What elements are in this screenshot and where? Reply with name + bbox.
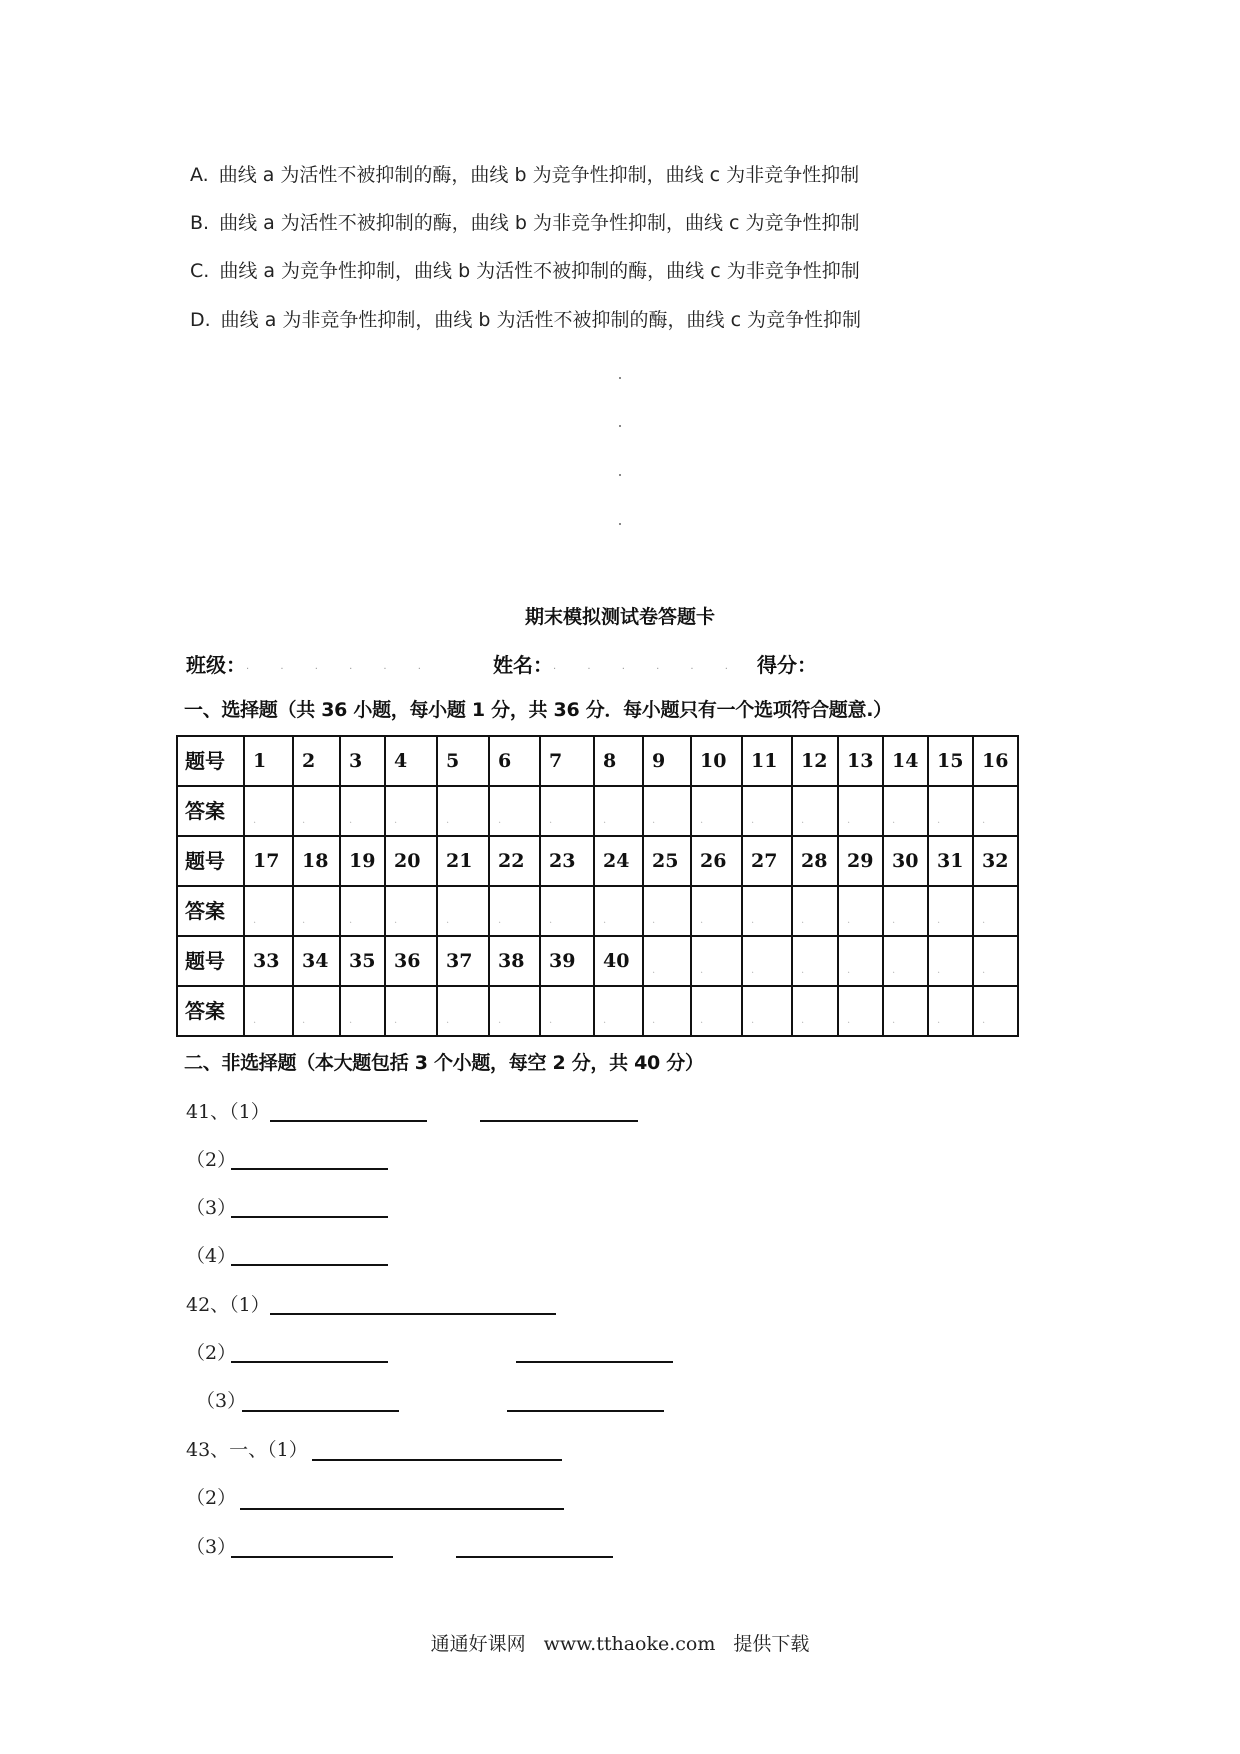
q41-part2-blank[interactable] (231, 1168, 388, 1170)
question-number-cell: 13 (838, 736, 883, 786)
footer-suffix: 提供下载 (733, 1633, 810, 1655)
answer-cell[interactable] (691, 986, 742, 1036)
answer-cell[interactable] (385, 986, 437, 1036)
answer-cell[interactable] (742, 886, 792, 936)
score-label: 得分： (757, 653, 817, 677)
q41-part1-blank-b[interactable] (480, 1120, 638, 1122)
answer-cell[interactable] (437, 986, 489, 1036)
option-letter: C. (190, 260, 210, 282)
answer-cell[interactable] (385, 786, 437, 836)
q41-part3-blank[interactable] (231, 1216, 388, 1218)
answer-cell[interactable] (385, 886, 437, 936)
question-number-cell: 7 (540, 736, 594, 786)
answer-cell[interactable] (437, 786, 489, 836)
answer-cell[interactable] (838, 886, 883, 936)
answer-cell[interactable] (340, 886, 385, 936)
answer-cell[interactable] (973, 886, 1018, 936)
answer-cell[interactable] (244, 786, 293, 836)
option-text: 曲线 a 为活性不被抑制的酶，曲线 b 为非竞争性抑制，曲线 c 为竞争性抑制 (219, 212, 860, 234)
score-field[interactable] (757, 652, 817, 678)
paragraph-mark (619, 523, 621, 525)
q43-part3-blank-b[interactable] (456, 1556, 613, 1558)
footer (0, 1632, 1240, 1656)
question-number-cell: 14 (883, 736, 928, 786)
answer-cell[interactable] (340, 786, 385, 836)
paragraph-mark (619, 377, 621, 379)
q41-part3-label: （3） (186, 1197, 237, 1219)
question-number-cell: 12 (792, 736, 838, 786)
question-number-row (177, 936, 1018, 986)
answer-cell[interactable] (244, 986, 293, 1036)
q43-part2-blank[interactable] (240, 1508, 564, 1510)
question-number-cell (883, 936, 928, 986)
question-number-cell: 19 (340, 836, 385, 886)
answer-cell[interactable] (340, 986, 385, 1036)
question-number-cell: 38 (489, 936, 540, 986)
q42-part3-blank-a[interactable] (242, 1410, 399, 1412)
answer-cell[interactable] (928, 886, 973, 936)
number-row-label: 题号 (177, 836, 244, 886)
paragraph-mark (619, 425, 621, 427)
question-number-cell (643, 936, 691, 986)
q41-part1-blank-a[interactable] (270, 1120, 427, 1122)
question-number-cell: 33 (244, 936, 293, 986)
answer-row-label: 答案 (177, 886, 244, 936)
answer-cell[interactable] (792, 986, 838, 1036)
answer-row (177, 986, 1018, 1036)
answer-cell[interactable] (594, 786, 643, 836)
answer-cell[interactable] (838, 986, 883, 1036)
question-number-cell: 1 (244, 736, 293, 786)
number-row-label: 题号 (177, 936, 244, 986)
answer-cell[interactable] (883, 986, 928, 1036)
question-number-cell: 24 (594, 836, 643, 886)
number-row-label: 题号 (177, 736, 244, 786)
section1-heading: 一、选择题（共 36 小题，每小题 1 分，共 36 分．每小题只有一个选项符合题意.） (184, 699, 892, 721)
answer-cell[interactable] (973, 986, 1018, 1036)
answer-cell[interactable] (489, 786, 540, 836)
question-number-cell (742, 936, 792, 986)
q41-part4-label: （4） (186, 1245, 237, 1267)
question-number-cell (691, 936, 742, 986)
option-c (190, 259, 860, 283)
answer-cell[interactable] (691, 886, 742, 936)
question-number-cell: 22 (489, 836, 540, 886)
question-number-cell: 27 (742, 836, 792, 886)
question-number-cell: 29 (838, 836, 883, 886)
q43-part1-label: 43、一、（1） (186, 1439, 308, 1461)
option-b (190, 211, 859, 235)
class-label: 班级： (186, 653, 246, 677)
q42-part1-label: 42、（1） (186, 1294, 270, 1316)
option-letter: A. (190, 164, 209, 186)
question-number-cell: 21 (437, 836, 489, 886)
q41-part2-label: （2） (186, 1149, 237, 1171)
question-number-cell: 11 (742, 736, 792, 786)
q43-part1-blank[interactable] (312, 1459, 562, 1461)
question-number-cell: 9 (643, 736, 691, 786)
question-number-cell: 39 (540, 936, 594, 986)
name-field[interactable] (493, 652, 742, 680)
question-number-cell: 31 (928, 836, 973, 886)
question-number-cell: 35 (340, 936, 385, 986)
question-number-cell: 2 (293, 736, 340, 786)
question-number-cell (838, 936, 883, 986)
question-number-cell: 16 (973, 736, 1018, 786)
answer-cell[interactable] (643, 986, 691, 1036)
q42-part2-label: （2） (186, 1342, 237, 1364)
q42-part3-label: （3） (196, 1390, 247, 1412)
answer-row (177, 786, 1018, 836)
answer-cell[interactable] (883, 786, 928, 836)
answer-cell[interactable] (244, 886, 293, 936)
question-number-cell: 15 (928, 736, 973, 786)
question-number-cell: 20 (385, 836, 437, 886)
answer-cell[interactable] (928, 986, 973, 1036)
paragraph-mark (619, 474, 621, 476)
answer-cell[interactable] (643, 886, 691, 936)
answer-cell[interactable] (838, 786, 883, 836)
question-number-cell: 5 (437, 736, 489, 786)
question-number-cell: 26 (691, 836, 742, 886)
q42-part2-blank-a[interactable] (231, 1361, 388, 1363)
footer-site-name: 通通好课网 (430, 1633, 526, 1655)
question-number-cell: 30 (883, 836, 928, 886)
question-number-cell: 25 (643, 836, 691, 886)
section2-heading: 二、非选择题（本大题包括 3 个小题，每空 2 分，共 40 分） (184, 1052, 704, 1074)
option-text: 曲线 a 为非竞争性抑制，曲线 b 为活性不被抑制的酶，曲线 c 为竞争性抑制 (220, 309, 862, 331)
answer-cell[interactable] (594, 986, 643, 1036)
option-a (190, 163, 859, 187)
option-letter: D. (190, 309, 211, 331)
answer-cell[interactable] (742, 786, 792, 836)
option-text: 曲线 a 为竞争性抑制，曲线 b 为活性不被抑制的酶，曲线 c 为非竞争性抑制 (219, 260, 860, 282)
question-number-cell (973, 936, 1018, 986)
footer-url[interactable]: www.tthaoke.com (543, 1633, 716, 1655)
answer-cell[interactable] (643, 786, 691, 836)
answer-cell[interactable] (489, 986, 540, 1036)
question-number-cell: 4 (385, 736, 437, 786)
answer-cell[interactable] (540, 786, 594, 836)
answer-cell[interactable] (973, 786, 1018, 836)
q41-part1-label: 41、（1） (186, 1101, 270, 1123)
answer-card-title: 期末模拟测试卷答题卡 (524, 606, 715, 628)
answer-cell[interactable] (792, 886, 838, 936)
question-number-cell: 28 (792, 836, 838, 886)
answer-cell[interactable] (293, 986, 340, 1036)
answer-cell[interactable] (691, 786, 742, 836)
question-number-row (177, 836, 1018, 886)
answer-cell[interactable] (594, 886, 643, 936)
question-number-row (177, 736, 1018, 786)
question-number-cell: 8 (594, 736, 643, 786)
question-number-cell: 18 (293, 836, 340, 886)
answer-cell[interactable] (540, 886, 594, 936)
answer-cell[interactable] (928, 786, 973, 836)
class-fill: . . . . . . (246, 660, 435, 672)
answer-cell[interactable] (883, 886, 928, 936)
answer-cell[interactable] (293, 786, 340, 836)
q43-part3-label: （3） (186, 1536, 237, 1558)
question-number-cell: 3 (340, 736, 385, 786)
answer-cell[interactable] (540, 986, 594, 1036)
question-number-cell: 10 (691, 736, 742, 786)
answer-cell[interactable] (293, 886, 340, 936)
answer-row-label: 答案 (177, 786, 244, 836)
question-number-cell: 6 (489, 736, 540, 786)
q42-part3-blank-b[interactable] (507, 1410, 664, 1412)
answer-cell[interactable] (742, 986, 792, 1036)
question-number-cell (928, 936, 973, 986)
option-d (190, 308, 861, 332)
answer-cell[interactable] (792, 786, 838, 836)
name-label: 姓名： (493, 653, 553, 677)
answer-cell[interactable] (489, 886, 540, 936)
q42-part1-blank[interactable] (270, 1313, 556, 1315)
question-number-cell: 36 (385, 936, 437, 986)
answer-row-label: 答案 (177, 986, 244, 1036)
name-fill: . . . . . . (553, 660, 742, 672)
question-number-cell: 34 (293, 936, 340, 986)
answer-grid (176, 735, 1019, 1037)
answer-cell[interactable] (437, 886, 489, 936)
question-number-cell: 32 (973, 836, 1018, 886)
question-number-cell: 23 (540, 836, 594, 886)
question-number-cell: 17 (244, 836, 293, 886)
q43-part3-blank-a[interactable] (231, 1556, 393, 1558)
question-number-cell: 37 (437, 936, 489, 986)
answer-row (177, 886, 1018, 936)
question-number-cell (792, 936, 838, 986)
question-number-cell: 40 (594, 936, 643, 986)
class-field[interactable] (186, 652, 435, 680)
q43-part2-label: （2） (186, 1487, 237, 1509)
option-letter: B. (190, 212, 210, 234)
option-text: 曲线 a 为活性不被抑制的酶，曲线 b 为竞争性抑制，曲线 c 为非竞争性抑制 (218, 164, 860, 186)
q41-part4-blank[interactable] (231, 1264, 388, 1266)
q42-part2-blank-b[interactable] (516, 1361, 673, 1363)
